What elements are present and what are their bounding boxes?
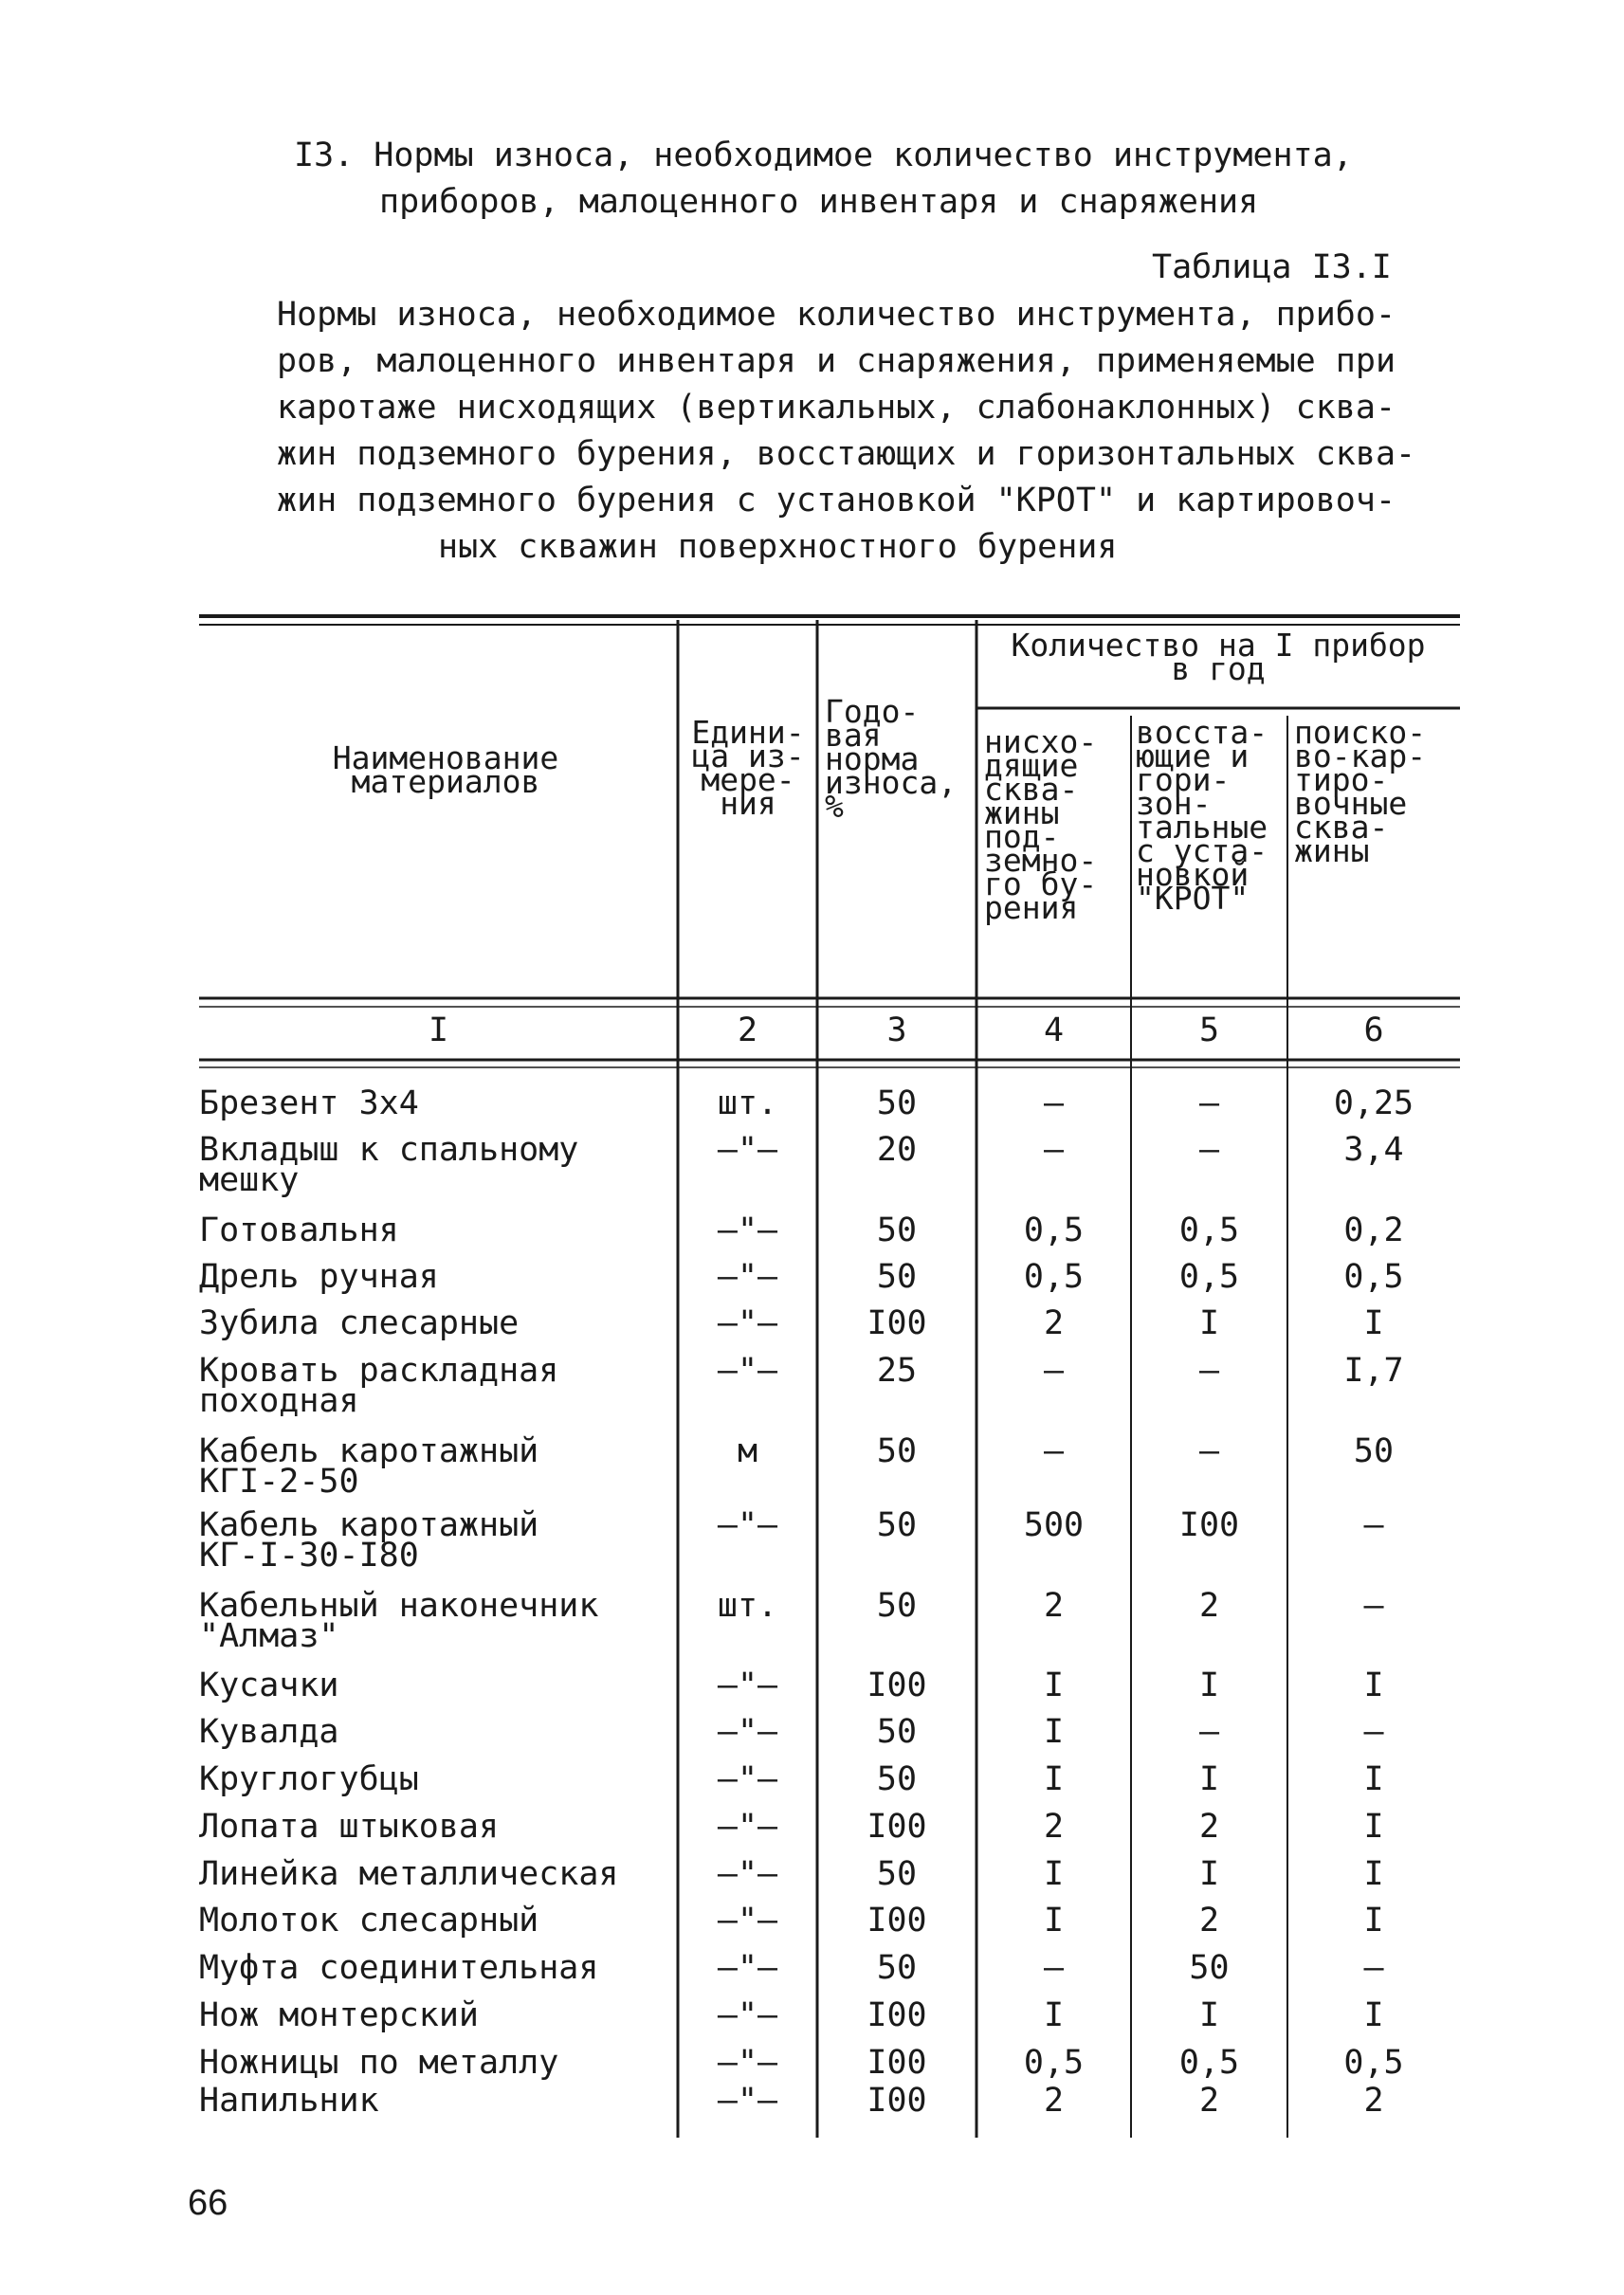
quantity-cell-6: – [1363,1506,1384,1544]
quantity-cell-6: I [1363,1902,1384,1940]
material-name: Кабель каротажный КГ-I-30-I80 [199,1506,539,1575]
column-number: 4 [1043,1011,1065,1049]
norm-cell: 50 [876,1084,918,1122]
norm-cell: 50 [876,1211,918,1249]
header-col-5: восста- ющие и гори- зон- тальные с уста- новкой "КРОТ" [1136,714,1268,917]
norm-cell: I00 [867,1304,927,1342]
material-name: Кровать раскладная походная [199,1352,559,1420]
unit-cell: –"– [717,1667,778,1704]
column-number: I [428,1011,449,1049]
header-unit: Едини- ца из- мере- ния [691,714,805,822]
quantity-cell-4: 2 [1043,1304,1065,1342]
caption-line: жин подземного бурения, восстающих и горизонтальных сква- [277,435,1416,473]
page-number: 66 [188,2183,228,2223]
header-norm: Годо- вая норма износа, % [825,693,958,825]
quantity-cell-4: I [1043,1713,1065,1751]
material-name: Кусачки [199,1667,339,1704]
quantity-cell-6: – [1363,1949,1384,1987]
material-name: Круглогубцы [199,1760,419,1798]
quantity-cell-4: – [1043,1949,1065,1987]
quantity-cell-4: 2 [1043,1587,1065,1625]
norm-cell: I00 [867,1808,927,1846]
quantity-cell-6: 0,5 [1343,2044,1404,2082]
norm-cell: I00 [867,2044,927,2082]
quantity-cell-6: – [1363,1587,1384,1625]
quantity-cell-5: 2 [1198,1587,1220,1625]
quantity-cell-6: 3,4 [1343,1131,1404,1169]
quantity-cell-4: – [1043,1352,1065,1390]
caption-line: жин подземного бурения с установкой "КРОТ" и картировоч- [277,482,1396,519]
header-col-4: нисхо- дящие сква- жины под- земно- го бу- рения [984,723,1098,926]
unit-cell: –"– [717,1211,778,1249]
norm-cell: 50 [876,1855,918,1893]
unit-cell: –"– [717,1808,778,1846]
quantity-cell-6: 0,2 [1343,1211,1404,1249]
quantity-cell-6: – [1363,1713,1384,1751]
quantity-cell-6: 50 [1353,1432,1395,1470]
quantity-cell-5: I00 [1178,1506,1240,1544]
material-name: Кабель каротажный КГI-2-50 [199,1432,539,1501]
norm-cell: I00 [867,1902,927,1940]
header-name: Наименование материалов [332,739,559,800]
unit-cell: –"– [717,1760,778,1798]
quantity-cell-6: I [1363,1855,1384,1893]
material-name: Нож монтерский [199,1996,480,2034]
quantity-cell-5: I [1198,1760,1220,1798]
material-name: Напильник [199,2082,379,2120]
material-name: Лопата штыковая [199,1808,500,1846]
caption-line: каротаже нисходящих (вертикальных, слабонаклонных) сква- [277,389,1396,427]
quantity-cell-4: I [1043,1667,1065,1704]
material-name: Муфта соединительная [199,1949,599,1987]
unit-cell: –"– [717,1713,778,1751]
heading-line-2: приборов, малоценного инвентаря и снаряжения [379,183,1259,221]
quantity-cell-5: I [1198,1667,1220,1704]
material-name: Молоток слесарный [199,1902,539,1940]
quantity-cell-5: 2 [1198,1808,1220,1846]
quantity-cell-6: 2 [1363,2082,1384,2120]
material-name: Линейка металлическая [199,1855,619,1893]
material-name: Вкладыш к спальному мешку [199,1131,579,1199]
norm-cell: 50 [876,1587,918,1625]
norm-cell: 50 [876,1432,918,1470]
quantity-cell-6: I [1363,1760,1384,1798]
quantity-cell-5: 0,5 [1178,1211,1240,1249]
norm-cell: 25 [876,1352,918,1390]
unit-cell: –"– [717,1855,778,1893]
norm-cell: 50 [876,1506,918,1544]
unit-cell: –"– [717,1258,778,1296]
quantity-cell-6: I,7 [1343,1352,1404,1390]
quantity-cell-6: 0,5 [1343,1258,1404,1296]
quantity-cell-5: I [1198,1304,1220,1342]
header-col-6: поиско- во-кар- тиро- вочные сква- жины [1294,714,1427,869]
norm-cell: 50 [876,1949,918,1987]
quantity-cell-4: 2 [1043,1808,1065,1846]
norm-cell: I00 [867,2082,927,2120]
unit-cell: –"– [717,2082,778,2120]
quantity-cell-5: 2 [1198,1902,1220,1940]
quantity-cell-5: – [1198,1432,1220,1470]
quantity-cell-4: I [1043,1996,1065,2034]
quantity-cell-5: I [1198,1855,1220,1893]
material-name: Зубила слесарные [199,1304,520,1342]
quantity-cell-5: 2 [1198,2082,1220,2120]
caption-line: ных скважин поверхностного бурения [438,528,1118,566]
header-quantity-group: Количество на I прибор в год [1011,627,1426,687]
material-name: Готовальня [199,1211,399,1249]
quantity-cell-6: I [1363,1304,1384,1342]
quantity-cell-4: I [1043,1902,1065,1940]
norm-cell: I00 [867,1667,927,1704]
column-number: 6 [1363,1011,1384,1049]
quantity-cell-5: – [1198,1084,1220,1122]
unit-cell: –"– [717,2044,778,2082]
material-name: Кабельный наконечник "Алмаз" [199,1587,599,1655]
unit-cell: м [737,1432,758,1470]
norm-cell: 50 [876,1760,918,1798]
quantity-cell-6: 0,25 [1333,1084,1414,1122]
norm-cell: 20 [876,1131,918,1169]
caption-line: Нормы износа, необходимое количество инструмента, прибо- [277,296,1396,334]
quantity-cell-4: 2 [1043,2082,1065,2120]
quantity-cell-5: 0,5 [1178,1258,1240,1296]
unit-cell: –"– [717,1996,778,2034]
unit-cell: –"– [717,1131,778,1169]
material-name: Дрель ручная [199,1258,439,1296]
heading-line-1: I3. Нормы износа, необходимое количество инструмента, [294,137,1353,174]
norm-cell: I00 [867,1996,927,2034]
quantity-cell-6: I [1363,1808,1384,1846]
unit-cell: –"– [717,1902,778,1940]
quantity-cell-4: 0,5 [1023,2044,1085,2082]
quantity-cell-4: 500 [1023,1506,1085,1544]
quantity-cell-4: – [1043,1432,1065,1470]
quantity-cell-4: 0,5 [1023,1211,1085,1249]
unit-cell: –"– [717,1304,778,1342]
column-number: 3 [886,1011,907,1049]
column-number: 5 [1198,1011,1220,1049]
quantity-cell-5: I [1198,1996,1220,2034]
quantity-cell-5: – [1198,1131,1220,1169]
unit-cell: –"– [717,1352,778,1390]
quantity-cell-4: – [1043,1131,1065,1169]
unit-cell: шт. [717,1587,778,1625]
quantity-cell-5: – [1198,1713,1220,1751]
quantity-cell-6: I [1363,1996,1384,2034]
unit-cell: –"– [717,1949,778,1987]
quantity-cell-5: 50 [1189,1949,1230,1987]
material-name: Кувалда [199,1713,339,1751]
column-number: 2 [737,1011,758,1049]
norm-cell: 50 [876,1713,918,1751]
material-name: Ножницы по металлу [199,2044,559,2082]
quantity-cell-4: – [1043,1084,1065,1122]
caption-line: ров, малоценного инвентаря и снаряжения, применяемые при [277,342,1396,380]
unit-cell: шт. [717,1084,778,1122]
material-name: Брезент 3х4 [199,1084,419,1122]
unit-cell: –"– [717,1506,778,1544]
quantity-cell-4: 0,5 [1023,1258,1085,1296]
quantity-cell-4: I [1043,1760,1065,1798]
quantity-cell-5: – [1198,1352,1220,1390]
table-number: Таблица I3.I [1152,248,1392,286]
quantity-cell-4: I [1043,1855,1065,1893]
quantity-cell-5: 0,5 [1178,2044,1240,2082]
quantity-cell-6: I [1363,1667,1384,1704]
norm-cell: 50 [876,1258,918,1296]
